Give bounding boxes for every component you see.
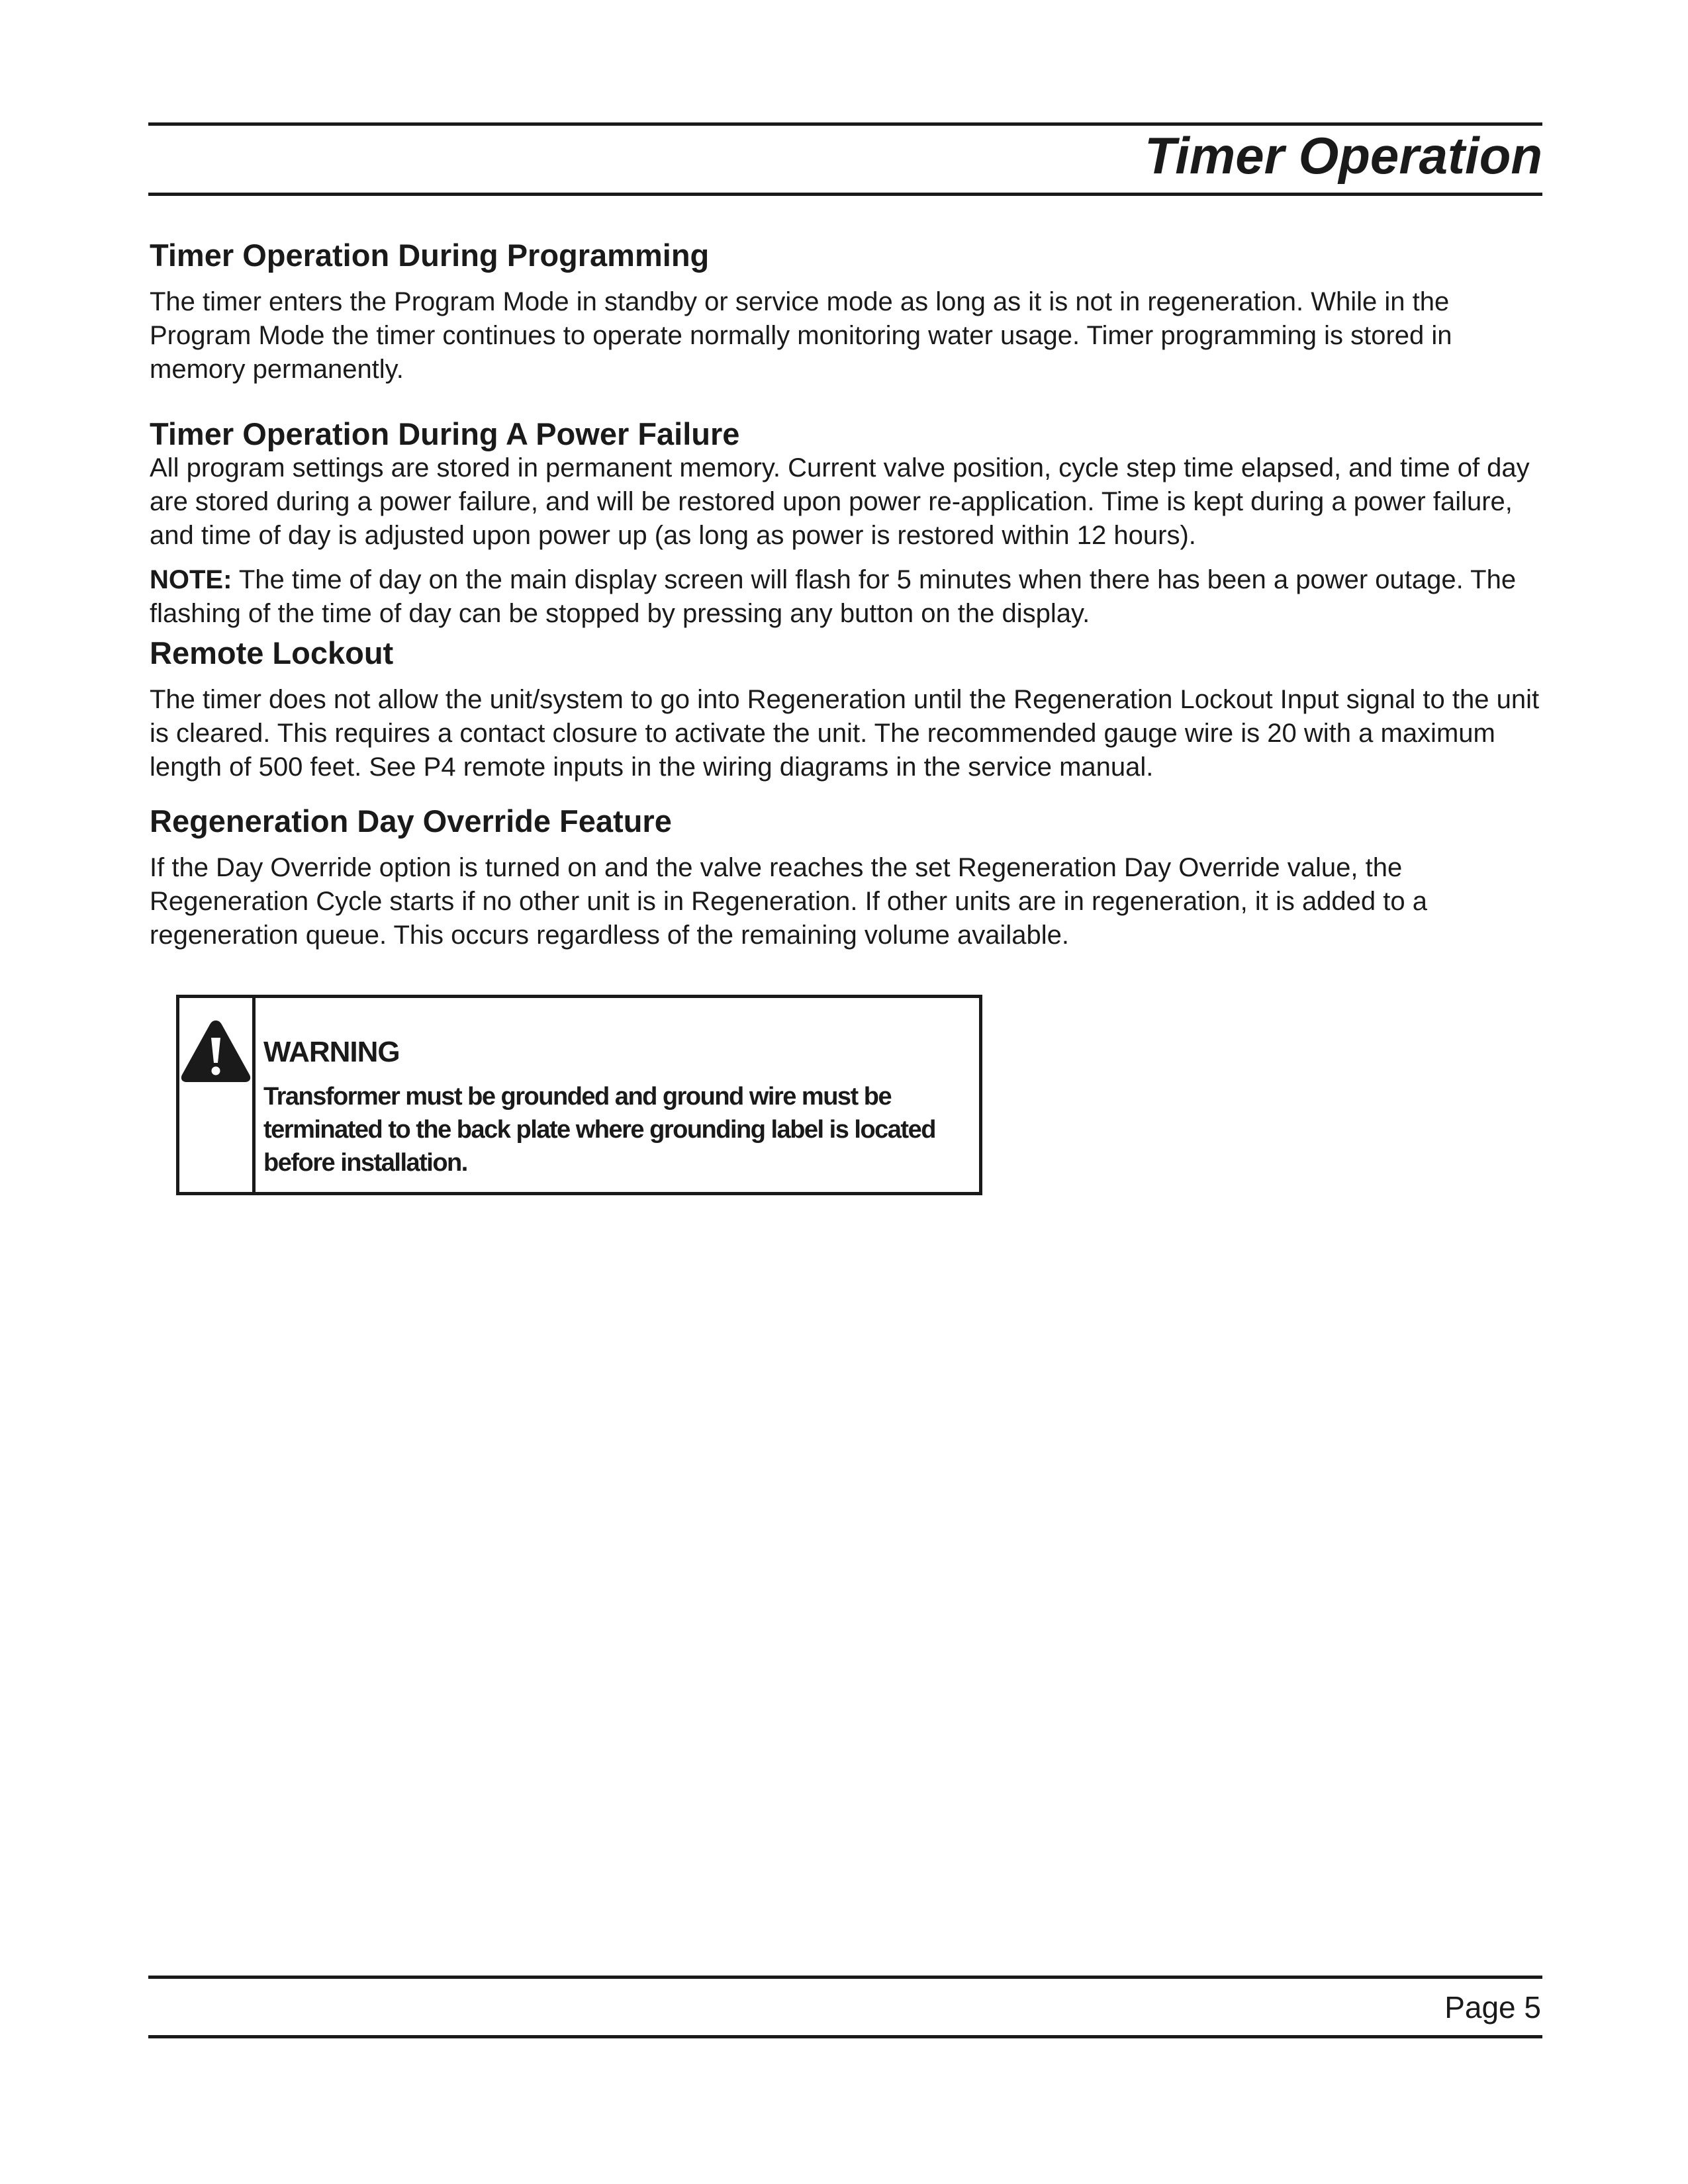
section-power-failure	[150, 417, 1542, 631]
page-number: Page 5	[1444, 1990, 1541, 2025]
section-heading: Remote Lockout	[150, 635, 394, 671]
page-title: Timer Operation	[1144, 126, 1542, 185]
section-heading: Timer Operation During A Power Failure	[150, 416, 740, 451]
note-label: NOTE:	[150, 565, 232, 595]
section-body: All program settings are stored in permanent memory. Current valve position, cycle step time elapsed, and time of day are stored during a power failure, and will be restored upon power re-application. Time is kept during a power failure, and time of day is adjusted upon power up (as long as power is restored within 12 hours).	[150, 453, 1530, 551]
section-body: The timer enters the Program Mode in standby or service mode as long as it is not in regeneration. While in the Program Mode the timer continues to operate normally monitoring water usage. Timer programming is stored in memory permanently.	[150, 287, 1452, 384]
warning-icon-cell	[179, 998, 256, 1192]
section-programming	[150, 238, 1542, 387]
section-heading: Regeneration Day Override Feature	[150, 803, 672, 839]
section-day-override	[150, 804, 1542, 952]
section-remote-lockout	[150, 636, 1542, 784]
header-top-rule	[148, 122, 1542, 126]
warning-body: Transformer must be grounded and ground wire must be terminated to the back plate where grounding label is located before installation.	[263, 1083, 935, 1177]
warning-triangle-icon	[179, 1018, 252, 1084]
note-paragraph	[150, 563, 1542, 631]
section-heading: Timer Operation During Programming	[150, 238, 710, 273]
note-text: The time of day on the main display screen will flash for 5 minutes when there has been a power outage. The flashing of the time of day can be stopped by pressing any button on the display.	[150, 565, 1517, 629]
header-bottom-rule	[148, 193, 1542, 196]
section-body: If the Day Override option is turned on and the valve reaches the set Regeneration Day Override value, the Regeneration Cycle starts if no other unit is in Regeneration. If other units are in regeneration, it is added to a regeneration queue. This occurs regardless of the remaining volume available.	[150, 852, 1427, 950]
footer-top-rule	[148, 1976, 1542, 1979]
main-content	[150, 238, 1542, 952]
warning-box	[176, 995, 982, 1195]
warning-text-cell	[256, 998, 979, 1192]
footer-bottom-rule	[148, 2035, 1542, 2038]
section-body: The timer does not allow the unit/system to go into Regeneration until the Regeneration Lockout Input signal to the unit is cleared. This requires a contact closure to activate the unit. The recommended gauge wire is 20 with a maximum length of 500 feet. See P4 remote inputs in the wiring diagrams in the service manual.	[150, 684, 1540, 782]
warning-title: WARNING	[263, 1036, 400, 1068]
